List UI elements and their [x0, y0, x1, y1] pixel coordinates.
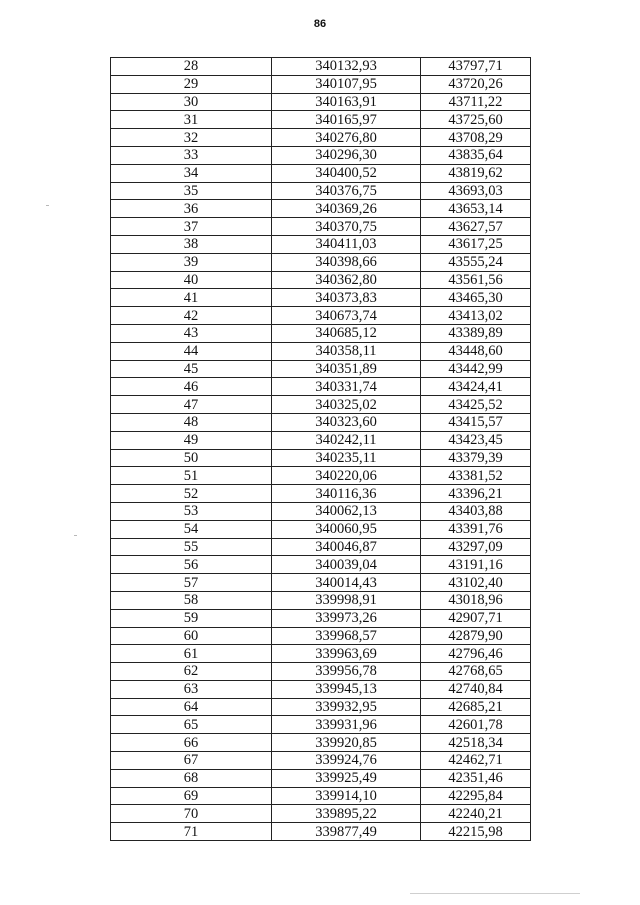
point-number-cell: 34 [111, 164, 272, 182]
table-row [111, 271, 531, 289]
y-coordinate-cell: 43389,89 [421, 324, 531, 342]
point-number-cell: 35 [111, 182, 272, 200]
table-row [111, 146, 531, 164]
point-number-cell: 36 [111, 200, 272, 218]
table-row [111, 378, 531, 396]
y-coordinate-cell: 43708,29 [421, 129, 531, 147]
y-coordinate-cell: 42518,34 [421, 734, 531, 752]
x-coordinate-cell: 340376,75 [272, 182, 421, 200]
x-coordinate-cell: 340685,12 [272, 324, 421, 342]
scan-mark [74, 535, 77, 536]
table-row [111, 164, 531, 182]
table-row [111, 218, 531, 236]
x-coordinate-cell: 340373,83 [272, 289, 421, 307]
point-number-cell: 44 [111, 342, 272, 360]
x-coordinate-cell: 339877,49 [272, 823, 421, 841]
point-number-cell: 43 [111, 324, 272, 342]
x-coordinate-cell: 340046,87 [272, 538, 421, 556]
y-coordinate-cell: 43379,39 [421, 449, 531, 467]
point-number-cell: 32 [111, 129, 272, 147]
x-coordinate-cell: 340351,89 [272, 360, 421, 378]
x-coordinate-cell: 340060,95 [272, 520, 421, 538]
table-row [111, 449, 531, 467]
x-coordinate-cell: 339968,57 [272, 627, 421, 645]
x-coordinate-cell: 340163,91 [272, 93, 421, 111]
x-coordinate-cell: 339924,76 [272, 752, 421, 770]
x-coordinate-cell: 340370,75 [272, 218, 421, 236]
y-coordinate-cell: 43415,57 [421, 413, 531, 431]
point-number-cell: 30 [111, 93, 272, 111]
x-coordinate-cell: 340325,02 [272, 396, 421, 414]
point-number-cell: 40 [111, 271, 272, 289]
y-coordinate-cell: 43627,57 [421, 218, 531, 236]
y-coordinate-cell: 43653,14 [421, 200, 531, 218]
table-row [111, 75, 531, 93]
x-coordinate-cell: 340132,93 [272, 58, 421, 76]
page-number: 86 [313, 18, 327, 30]
y-coordinate-cell: 43465,30 [421, 289, 531, 307]
x-coordinate-cell: 339945,13 [272, 680, 421, 698]
x-coordinate-cell: 340014,43 [272, 574, 421, 592]
point-number-cell: 56 [111, 556, 272, 574]
y-coordinate-cell: 43693,03 [421, 182, 531, 200]
coordinates-table-body [111, 58, 531, 841]
table-row [111, 324, 531, 342]
table-row [111, 93, 531, 111]
table-row [111, 58, 531, 76]
x-coordinate-cell: 340276,80 [272, 129, 421, 147]
x-coordinate-cell: 340107,95 [272, 75, 421, 93]
table-row [111, 609, 531, 627]
table-row [111, 307, 531, 325]
point-number-cell: 49 [111, 431, 272, 449]
x-coordinate-cell: 340358,11 [272, 342, 421, 360]
point-number-cell: 55 [111, 538, 272, 556]
table-row [111, 360, 531, 378]
x-coordinate-cell: 340331,74 [272, 378, 421, 396]
table-row [111, 805, 531, 823]
y-coordinate-cell: 43297,09 [421, 538, 531, 556]
point-number-cell: 59 [111, 609, 272, 627]
x-coordinate-cell: 339895,22 [272, 805, 421, 823]
table-row [111, 182, 531, 200]
y-coordinate-cell: 42685,21 [421, 698, 531, 716]
point-number-cell: 62 [111, 663, 272, 681]
x-coordinate-cell: 340296,30 [272, 146, 421, 164]
point-number-cell: 70 [111, 805, 272, 823]
point-number-cell: 41 [111, 289, 272, 307]
table-row [111, 823, 531, 841]
x-coordinate-cell: 339956,78 [272, 663, 421, 681]
point-number-cell: 60 [111, 627, 272, 645]
table-row [111, 591, 531, 609]
table-row [111, 752, 531, 770]
y-coordinate-cell: 43797,71 [421, 58, 531, 76]
table-row [111, 485, 531, 503]
x-coordinate-cell: 339931,96 [272, 716, 421, 734]
x-coordinate-cell: 339998,91 [272, 591, 421, 609]
table-row [111, 663, 531, 681]
x-coordinate-cell: 339973,26 [272, 609, 421, 627]
point-number-cell: 66 [111, 734, 272, 752]
table-row [111, 413, 531, 431]
y-coordinate-cell: 43381,52 [421, 467, 531, 485]
x-coordinate-cell: 339914,10 [272, 787, 421, 805]
table-row [111, 680, 531, 698]
y-coordinate-cell: 42879,90 [421, 627, 531, 645]
y-coordinate-cell: 43018,96 [421, 591, 531, 609]
x-coordinate-cell: 339920,85 [272, 734, 421, 752]
scan-mark [410, 893, 580, 894]
point-number-cell: 58 [111, 591, 272, 609]
x-coordinate-cell: 340362,80 [272, 271, 421, 289]
x-coordinate-cell: 340062,13 [272, 502, 421, 520]
x-coordinate-cell: 340369,26 [272, 200, 421, 218]
point-number-cell: 28 [111, 58, 272, 76]
point-number-cell: 61 [111, 645, 272, 663]
point-number-cell: 46 [111, 378, 272, 396]
table-row [111, 396, 531, 414]
y-coordinate-cell: 43403,88 [421, 502, 531, 520]
point-number-cell: 68 [111, 769, 272, 787]
y-coordinate-cell: 42740,84 [421, 680, 531, 698]
table-row [111, 698, 531, 716]
point-number-cell: 48 [111, 413, 272, 431]
y-coordinate-cell: 43725,60 [421, 111, 531, 129]
point-number-cell: 38 [111, 235, 272, 253]
point-number-cell: 53 [111, 502, 272, 520]
table-row [111, 734, 531, 752]
x-coordinate-cell: 339963,69 [272, 645, 421, 663]
y-coordinate-cell: 43423,45 [421, 431, 531, 449]
table-row [111, 574, 531, 592]
y-coordinate-cell: 43448,60 [421, 342, 531, 360]
table-row [111, 645, 531, 663]
y-coordinate-cell: 42768,65 [421, 663, 531, 681]
y-coordinate-cell: 43413,02 [421, 307, 531, 325]
scan-mark [46, 205, 49, 206]
y-coordinate-cell: 42907,71 [421, 609, 531, 627]
point-number-cell: 50 [111, 449, 272, 467]
table-row [111, 787, 531, 805]
table-row [111, 200, 531, 218]
point-number-cell: 64 [111, 698, 272, 716]
y-coordinate-cell: 42240,21 [421, 805, 531, 823]
y-coordinate-cell: 43711,22 [421, 93, 531, 111]
x-coordinate-cell: 340220,06 [272, 467, 421, 485]
y-coordinate-cell: 42351,46 [421, 769, 531, 787]
point-number-cell: 37 [111, 218, 272, 236]
x-coordinate-cell: 340673,74 [272, 307, 421, 325]
y-coordinate-cell: 43102,40 [421, 574, 531, 592]
y-coordinate-cell: 43391,76 [421, 520, 531, 538]
point-number-cell: 67 [111, 752, 272, 770]
y-coordinate-cell: 42601,78 [421, 716, 531, 734]
point-number-cell: 71 [111, 823, 272, 841]
y-coordinate-cell: 43396,21 [421, 485, 531, 503]
point-number-cell: 52 [111, 485, 272, 503]
y-coordinate-cell: 42796,46 [421, 645, 531, 663]
point-number-cell: 63 [111, 680, 272, 698]
table-row [111, 431, 531, 449]
y-coordinate-cell: 43835,64 [421, 146, 531, 164]
coordinates-table [110, 57, 531, 841]
x-coordinate-cell: 340242,11 [272, 431, 421, 449]
x-coordinate-cell: 340116,36 [272, 485, 421, 503]
x-coordinate-cell: 339932,95 [272, 698, 421, 716]
point-number-cell: 45 [111, 360, 272, 378]
y-coordinate-cell: 43424,41 [421, 378, 531, 396]
point-number-cell: 51 [111, 467, 272, 485]
point-number-cell: 31 [111, 111, 272, 129]
table-row [111, 467, 531, 485]
y-coordinate-cell: 43425,52 [421, 396, 531, 414]
x-coordinate-cell: 340400,52 [272, 164, 421, 182]
y-coordinate-cell: 43819,62 [421, 164, 531, 182]
point-number-cell: 33 [111, 146, 272, 164]
x-coordinate-cell: 340398,66 [272, 253, 421, 271]
table-row [111, 111, 531, 129]
y-coordinate-cell: 43720,26 [421, 75, 531, 93]
y-coordinate-cell: 43617,25 [421, 235, 531, 253]
x-coordinate-cell: 339925,49 [272, 769, 421, 787]
point-number-cell: 65 [111, 716, 272, 734]
table-row [111, 538, 531, 556]
table-row [111, 556, 531, 574]
point-number-cell: 47 [111, 396, 272, 414]
y-coordinate-cell: 42462,71 [421, 752, 531, 770]
table-row [111, 502, 531, 520]
point-number-cell: 42 [111, 307, 272, 325]
y-coordinate-cell: 43191,16 [421, 556, 531, 574]
table-row [111, 253, 531, 271]
table-row [111, 769, 531, 787]
table-row [111, 520, 531, 538]
table-row [111, 342, 531, 360]
point-number-cell: 54 [111, 520, 272, 538]
table-row [111, 627, 531, 645]
x-coordinate-cell: 340323,60 [272, 413, 421, 431]
y-coordinate-cell: 42295,84 [421, 787, 531, 805]
x-coordinate-cell: 340235,11 [272, 449, 421, 467]
table-row [111, 235, 531, 253]
table-row [111, 289, 531, 307]
y-coordinate-cell: 42215,98 [421, 823, 531, 841]
table-row [111, 716, 531, 734]
table-row [111, 129, 531, 147]
point-number-cell: 57 [111, 574, 272, 592]
x-coordinate-cell: 340411,03 [272, 235, 421, 253]
x-coordinate-cell: 340165,97 [272, 111, 421, 129]
point-number-cell: 69 [111, 787, 272, 805]
point-number-cell: 29 [111, 75, 272, 93]
x-coordinate-cell: 340039,04 [272, 556, 421, 574]
y-coordinate-cell: 43561,56 [421, 271, 531, 289]
y-coordinate-cell: 43442,99 [421, 360, 531, 378]
point-number-cell: 39 [111, 253, 272, 271]
y-coordinate-cell: 43555,24 [421, 253, 531, 271]
